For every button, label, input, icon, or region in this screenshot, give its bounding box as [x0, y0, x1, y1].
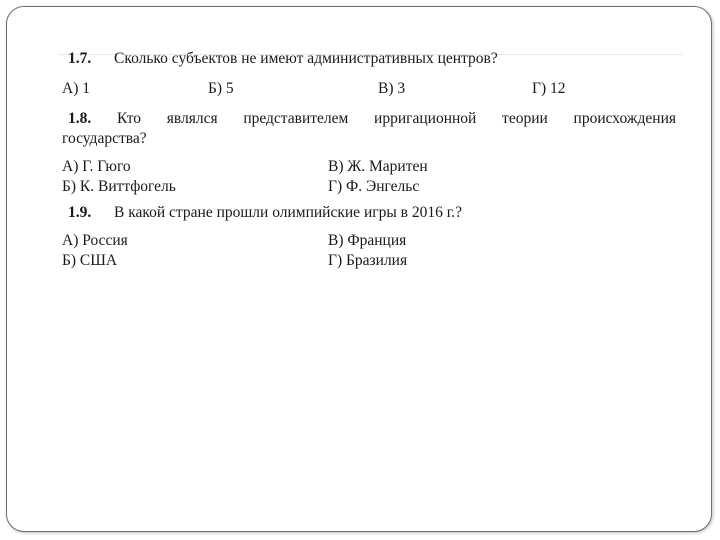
option-v: В) Ж. Маритен — [328, 158, 428, 175]
option-v: В) Франция — [328, 232, 407, 249]
question-1-8-line2: государства? — [62, 130, 147, 147]
option-a: А) 1 — [62, 80, 90, 97]
question-1-7 — [68, 50, 498, 68]
question-text: Кто являлся представителем ирригационной теории происхождения — [116, 110, 677, 127]
question-number: 1.8. — [68, 110, 92, 127]
document-scan — [58, 40, 682, 280]
question-number: 1.7. — [68, 50, 92, 67]
question-text: Сколько субъектов не имеют административных центров? — [114, 50, 498, 67]
option-b: Б) США — [62, 252, 118, 269]
option-a: А) Россия — [62, 232, 128, 249]
question-text: В какой стране прошли олимпийские игры в 2016 г.? — [114, 204, 463, 221]
question-number: 1.9. — [68, 204, 92, 221]
question-1-8-line1 — [68, 110, 676, 128]
option-g: Г) Ф. Энгельс — [328, 178, 420, 195]
option-g: Г) 12 — [532, 80, 566, 97]
option-b: Б) 5 — [208, 80, 234, 97]
question-1-9 — [68, 204, 462, 222]
option-g: Г) Бразилия — [328, 252, 408, 269]
option-a: А) Г. Гюго — [62, 158, 131, 175]
option-v: В) 3 — [378, 80, 406, 97]
option-b: Б) К. Виттфогель — [62, 178, 176, 195]
